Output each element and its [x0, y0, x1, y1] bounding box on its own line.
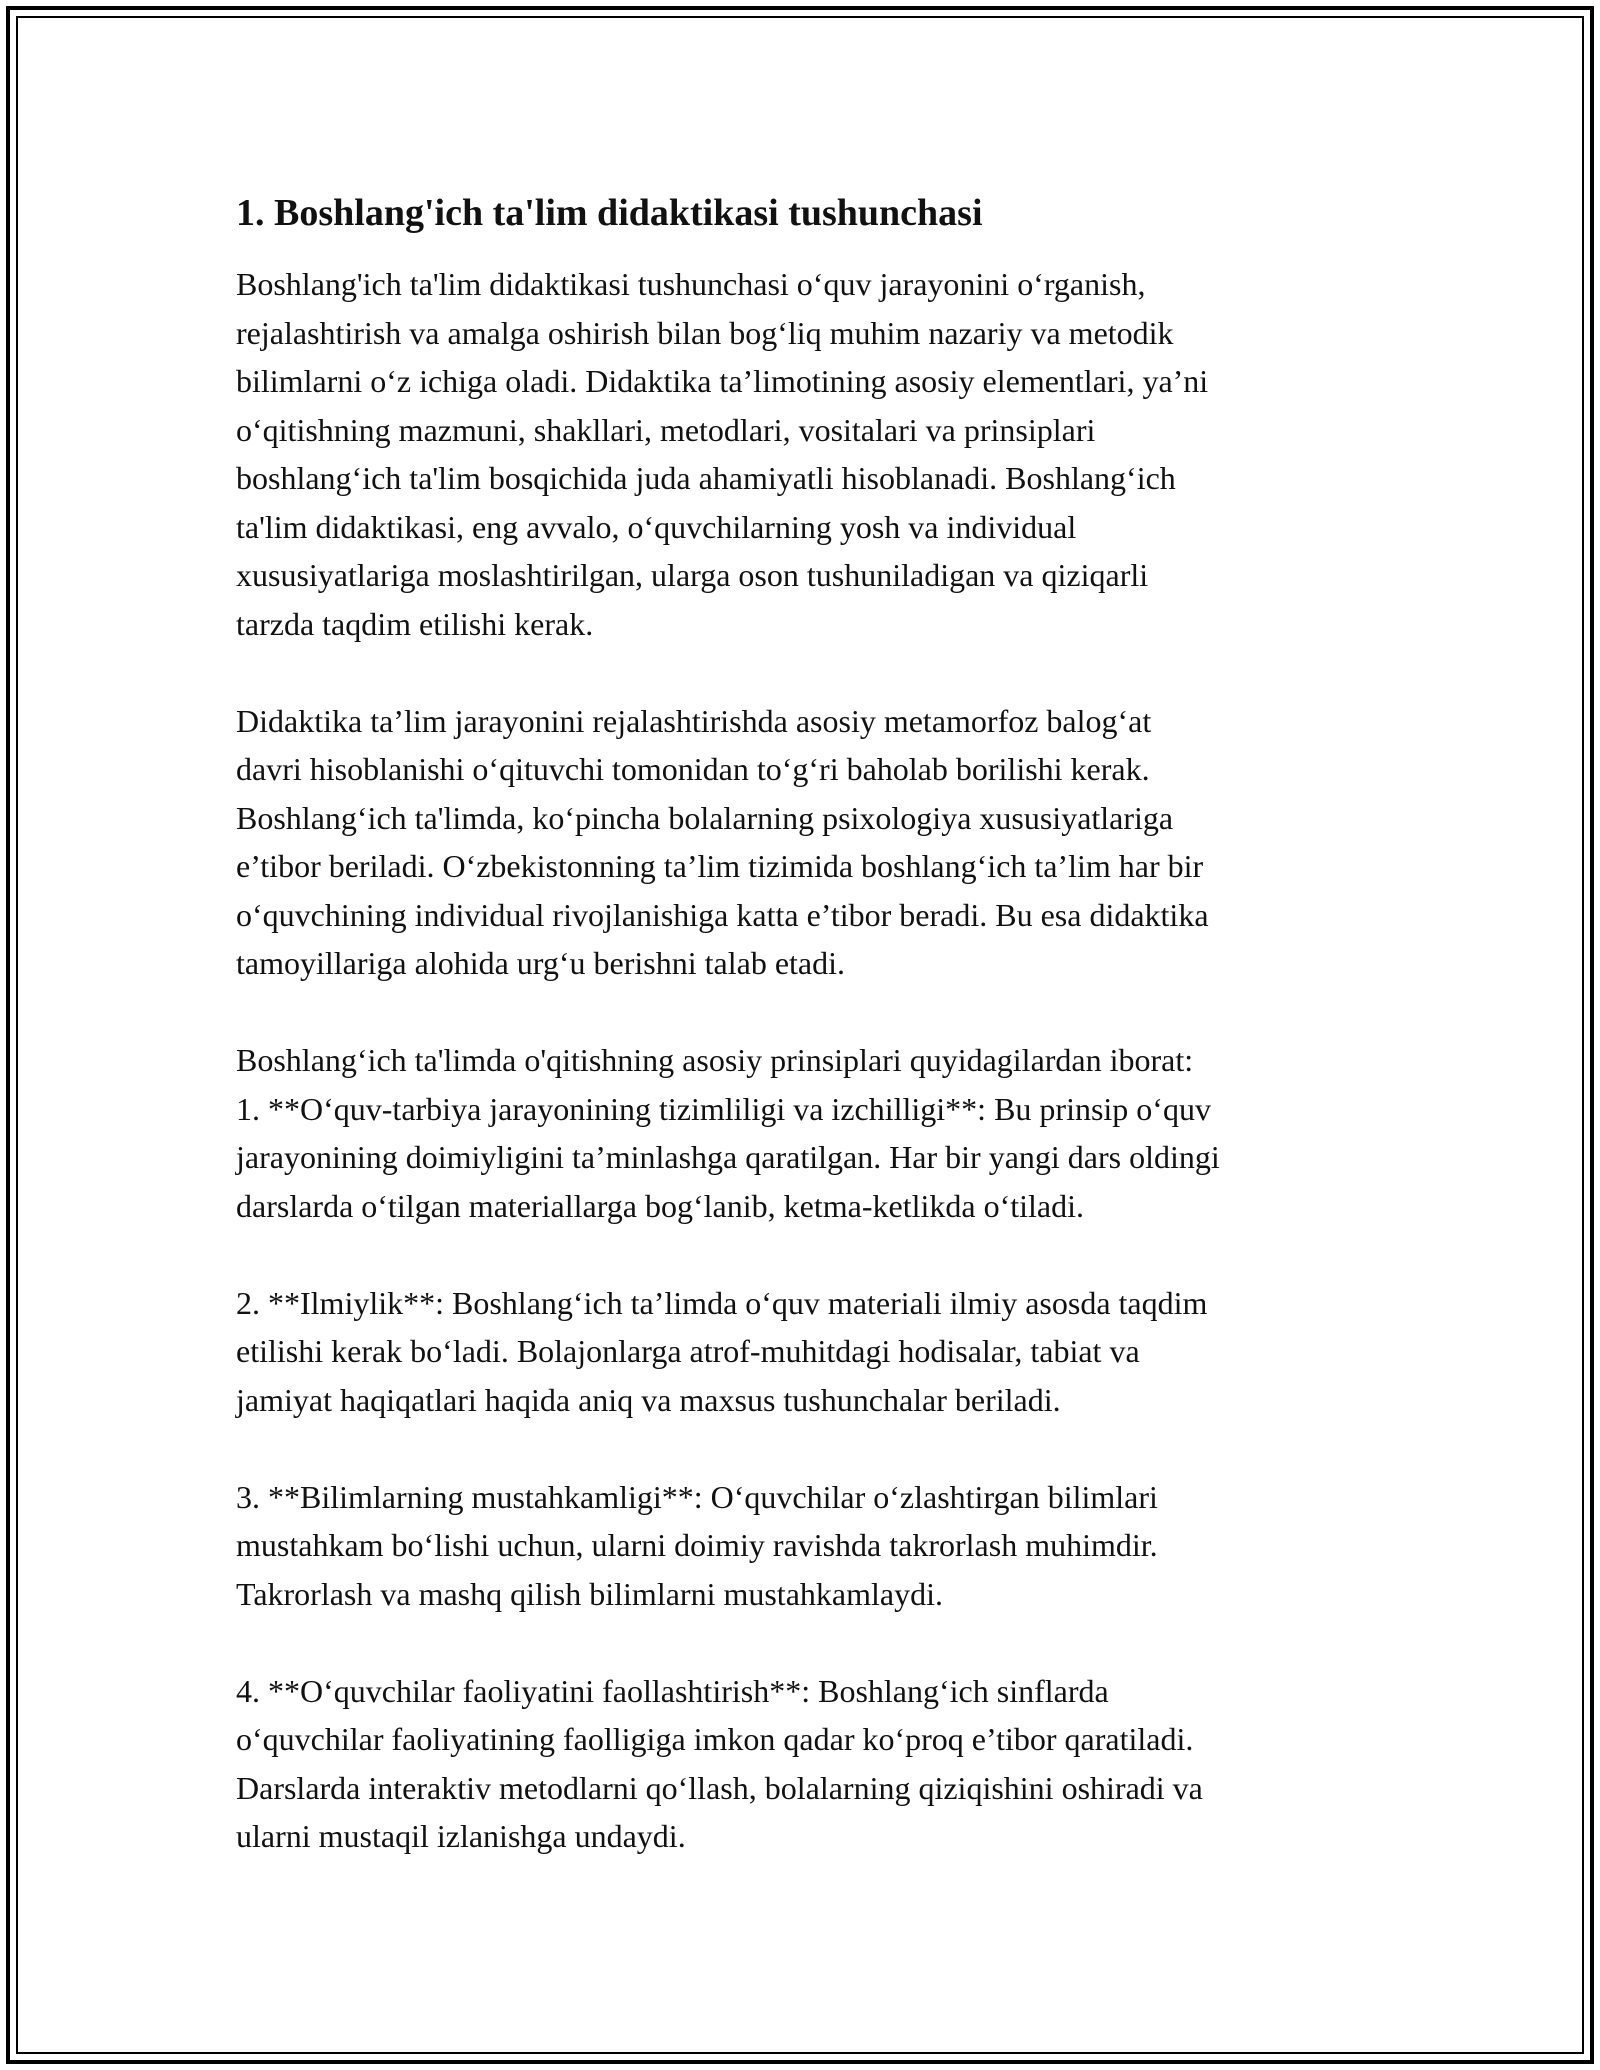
document-page: [236, 186, 1366, 1909]
paragraph-principle-4: 4. **O‘quvchilar faoliyatini faollashtirish**: Boshlang‘ich sinflarda o‘quvchilar faoliyatining faolligiga imkon qadar ko‘proq e’tibor qaratiladi. Darslarda interaktiv metodlarni qo‘llash, bolalarning qiziqishini oshiradi va ularni mustaqil izlanishga undaydi.: [236, 1672, 1203, 1854]
paragraph-introduction: Boshlang'ich ta'lim didaktikasi tushunchasi o‘quv jarayonini o‘rganish, rejalashtirish va amalga oshirish bilan bog‘liq muhim nazariy va metodik bilimlarni o‘z ichiga oladi. Didaktika ta’limotining asosiy elementlari, ya’ni o‘qitishning mazmuni, shakllari, metodlari, vositalari va prinsiplari boshlang‘ich ta'lim bosqichida juda ahamiyatli hisoblanadi. Boshlang‘ich ta'lim didaktikasi, eng avvalo, o‘quvchilarning yosh va individual xususiyatlariga moslashtirilgan, ularga oson tushuniladigan va qiziqarli tarzda taqdim etilishi kerak.: [236, 266, 1209, 642]
paragraph-principle-2: 2. **Ilmiylik**: Boshlang‘ich ta’limda o‘quv materiali ilmiy asosda taqdim etilishi kerak bo‘ladi. Bolajonlarga atrof-muhitdagi hodisalar, tabiat va jamiyat haqiqatlari haqida aniq va maxsus tushunchalar beriladi.: [236, 1284, 1208, 1418]
section-heading: 1. Boshlang'ich ta'lim didaktikasi tushunchasi: [236, 192, 983, 234]
paragraph-principle-3: 3. **Bilimlarning mustahkamligi**: O‘quvchilar o‘zlashtirgan bilimlari mustahkam bo‘lishi uchun, ularni doimiy ravishda takrorlash muhimdir. Takrorlash va mashq qilish bilimlarni mustahkamlaydi.: [236, 1478, 1158, 1612]
paragraph-planning: Didaktika ta’lim jarayonini rejalashtirishda asosiy metamorfoz balog‘at davri hisoblanishi o‘qituvchi tomonidan to‘g‘ri baholab borilishi kerak. Boshlang‘ich ta'limda, ko‘pincha bolalarning psixologiya xususiyatlariga e’tibor beriladi. O‘zbekistonning ta’lim tizimida boshlang‘ich ta’lim har bir o‘quvchining individual rivojlanishiga katta e’tibor beradi. Bu esa didaktika tamoyillariga alohida urg‘u berishni talab etadi.: [236, 702, 1209, 981]
paragraph-principles-intro: Boshlang‘ich ta'limda o'qitishning asosiy prinsiplari quyidagilardan iborat: 1. **O‘quv-tarbiya jarayonining tizimliligi va izchilligi**: Bu prinsip o‘quv jarayonining doimiyligini ta’minlashga qaratilgan. Har bir yangi dars oldingi darslarda o‘tilgan materiallarga bog‘lanib, ketma-ketlikda o‘tiladi.: [236, 1042, 1220, 1224]
